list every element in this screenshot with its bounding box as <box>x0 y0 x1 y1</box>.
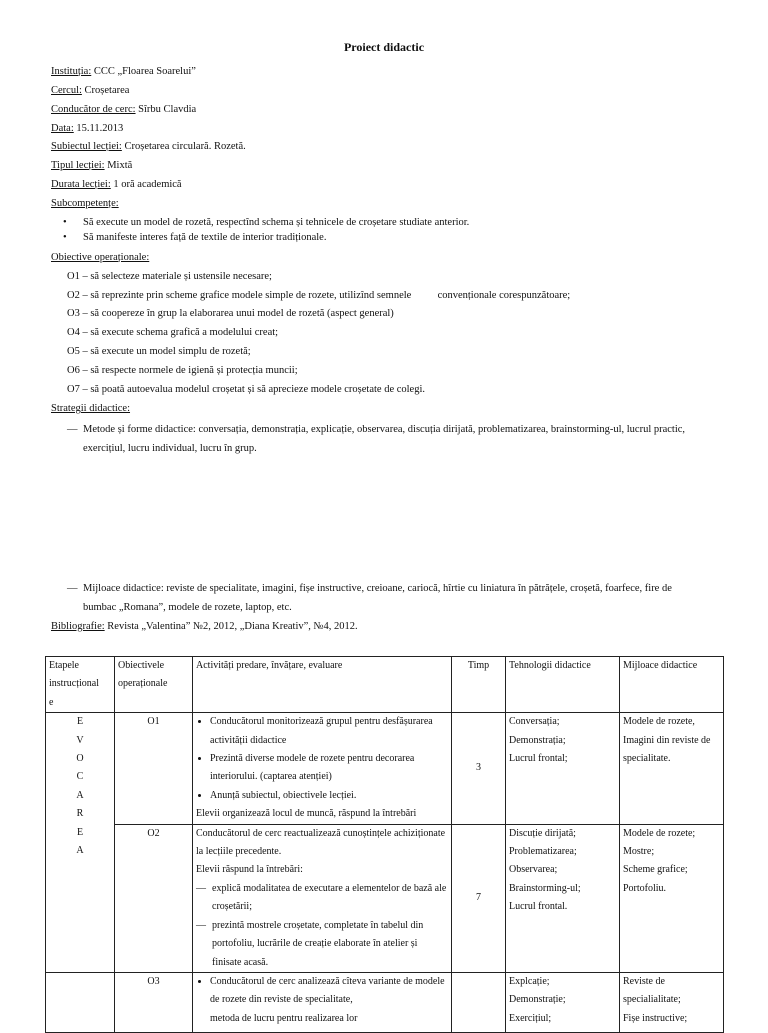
duration-value: 1 oră academică <box>110 179 182 190</box>
activities-cell: • Conducătorul monitorizează grupul pentru desfășurarea activității didactice • Prezintă diverse modele de rozete pentru decorarea interiorului. (captarea atenției) • Anunță subiectul, obiectivele lecției. Elevii organizează locul de muncă, răspund la întrebări <box>193 713 452 824</box>
lesson-type-label: Tipul lecției: <box>51 160 105 171</box>
bibliography <box>51 621 358 632</box>
objective-cell: O2 <box>115 824 193 972</box>
subcompetences-heading: Subcompetențe: <box>51 198 119 209</box>
date-label: Data: <box>51 123 74 134</box>
list-item: — prezintă mostrele croșetate, completate în tabelul din portofoliu, lucrările de creație elaborate în atelier și finisate acasă. <box>196 917 448 972</box>
duration-label: Durata lecției: <box>51 179 111 190</box>
table-header-row <box>46 657 724 713</box>
methods-line-continued: exercițiul, lucru individual, lucru în grup. <box>83 443 257 454</box>
means-cell: Modele de rozete, Imagini din reviste de specialitate. <box>620 713 724 824</box>
lesson-type-value: Mixtă <box>104 160 133 171</box>
activities-cell: • Conducătorul de cerc analizează cîteva variante de modele de rozete din reviste de specialitate, metoda de lucru pentru realizarea lor <box>193 972 452 1032</box>
bibliography-value: Revista „Valentina” №2, 2012, „Diana Kreativ”, №4, 2012. <box>104 621 358 632</box>
list-item: • Conducătorul monitorizează grupul pentru desfășurarea activității didactice <box>210 713 448 750</box>
duration-field <box>51 179 182 190</box>
technologies-cell: Conversația; Demonstrația; Lucrul frontal; <box>506 713 620 824</box>
circle-label: Cercul: <box>51 85 82 96</box>
means-cell: Modele de rozete; Mostre; Scheme grafice; Portofoliu. <box>620 824 724 972</box>
circle-value: Croșetarea <box>81 85 130 96</box>
activities-cell: Conducătorul de cerc reactualizează cunoștințele achiziționate la lecțiile precedente. Elevii răspund la întrebări: — explică modalitatea de executare a elementelor de bază ale croșetării; — prezintă mostrele croșetate, completate în tabelul din portofoliu, lucrările de creație elaborate în atelier și finisate acasă. <box>193 824 452 972</box>
technologies-cell: Discuție dirijată; Problematizarea; Observarea; Brainstorming-ul; Lucrul frontal. <box>506 824 620 972</box>
strategies-heading: Strategii didactice: <box>51 403 131 414</box>
header-objectives: Obiectivele operaționale <box>115 657 193 713</box>
header-means: Mijloace didactice <box>620 657 724 713</box>
table-row <box>46 972 724 1032</box>
institution-field <box>51 66 196 77</box>
table-row <box>46 713 724 824</box>
time-cell: 3 <box>452 713 506 824</box>
header-activities: Activități predare, învățare, evaluare <box>193 657 452 713</box>
subject-value: Croșetarea circulară. Rozetă. <box>121 141 246 152</box>
date-field <box>51 123 123 134</box>
lesson-type-field <box>51 160 132 171</box>
bibliography-label: Bibliografie: <box>51 621 105 632</box>
table-row <box>46 824 724 972</box>
subcompetence-item: • Să execute un model de rozetă, respectînd schema și tehnicele de croșetare studiate anterior. <box>66 217 469 228</box>
leader-value: Sîrbu Clavdia <box>135 104 197 115</box>
subject-label: Subiectul lecției: <box>51 141 122 152</box>
objective-cell: O1 <box>115 713 193 824</box>
methods-line: — Metode și forme didactice: conversația, demonstrația, explicație, observarea, discuția dirijată, problematizarea, brainstorming-ul, lucrul practic, <box>67 424 686 435</box>
means-line: — Mijloace didactice: reviste de specialitate, imagini, fișe instructive, creioane, cariocă, hîrtie cu liniatura în pătrățele, croșetă, foarfece, fire de <box>67 583 672 594</box>
subcompetence-item: • Să manifeste interes față de textile de interior tradiționale. <box>66 232 326 243</box>
objective-item: O1 – să selecteze materiale și ustensile necesare; <box>67 271 272 282</box>
header-time: Timp <box>452 657 506 713</box>
leader-field <box>51 104 196 115</box>
objective-item: O2 – să reprezinte prin scheme grafice modele simple de rozete, utilizînd semnele convenționale corespunzătoare; <box>67 290 571 301</box>
objective-item: O3 – să coopereze în grup la elaborarea unui model de rozetă (aspect general) <box>67 308 394 319</box>
list-item: • Prezintă diverse modele de rozete pentru decorarea interiorului. (captarea atenției) <box>210 750 448 787</box>
header-stages: Etapele instrucțional e <box>46 657 115 713</box>
institution-value: CCC „Floarea Soarelui” <box>91 66 196 77</box>
list-item: • Anunță subiectul, obiectivele lecției. <box>210 787 448 805</box>
time-cell: 7 <box>452 824 506 972</box>
header-technologies: Tehnologii didactice <box>506 657 620 713</box>
means-line-continued: bumbac „Romana”, modele de rozete, laptop, etc. <box>83 602 292 613</box>
objective-item: O7 – să poată autoevalua modelul croșetat și să aprecieze modele croșetate de colegi. <box>67 384 426 395</box>
objective-item: O4 – să execute schema grafică a modelului creat; <box>67 327 279 338</box>
objective-item: O5 – să execute un model simplu de rozetă; <box>67 346 251 357</box>
means-cell: Reviste de specialialitate; Fișe instructive; <box>620 972 724 1032</box>
time-cell <box>452 972 506 1032</box>
objective-cell: O3 <box>115 972 193 1032</box>
list-item: • Conducătorul de cerc analizează cîteva variante de modele de rozete din reviste de specialitate, <box>210 973 448 1010</box>
stage-evocarea: E V O C A R E A <box>46 713 115 973</box>
circle-field <box>51 85 129 96</box>
lesson-plan-table <box>45 656 724 1033</box>
list-item: — explică modalitatea de executare a elementelor de bază ale croșetării; <box>196 880 448 917</box>
date-value: 15.11.2013 <box>73 123 124 134</box>
technologies-cell: Explcație; Demonstrație; Exercițiul; <box>506 972 620 1032</box>
objectives-heading: Obiective operaționale: <box>51 252 150 263</box>
objective-item: O6 – să respecte normele de igienă și protecția muncii; <box>67 365 298 376</box>
leader-label: Conducător de cerc: <box>51 104 136 115</box>
page-title: Proiect didactic <box>343 40 425 54</box>
institution-label: Instituția: <box>51 66 92 77</box>
subject-field <box>51 141 246 152</box>
stage-cell <box>46 972 115 1032</box>
